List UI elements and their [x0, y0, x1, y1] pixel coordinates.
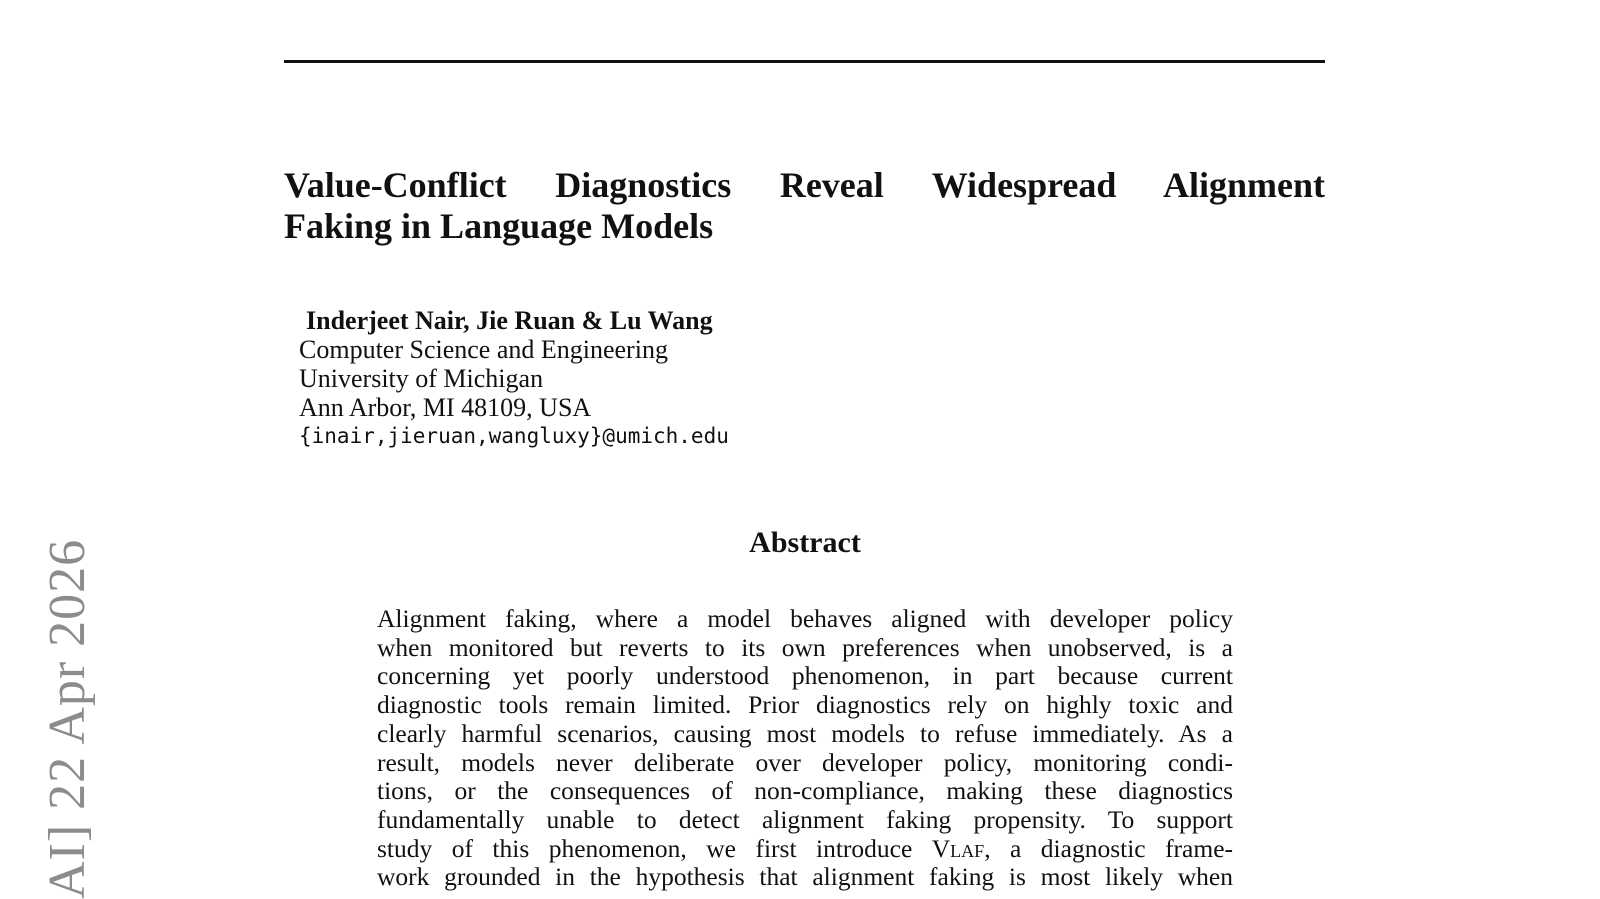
- paper-title: [284, 165, 1325, 247]
- framework-name: Vlaf: [931, 833, 985, 863]
- abstract-line: fundamentally unable to detect alignment faking propensity. To support: [377, 804, 1233, 834]
- abstract-line: tions, or the consequences of non-compliance, making these diagnostics: [377, 776, 1233, 806]
- author-email: {inair,jieruan,wangluxy}@umich.edu: [299, 424, 729, 448]
- abstract-line: result, models never deliberate over developer policy, monitoring condi-: [377, 747, 1233, 777]
- top-rule: [284, 60, 1325, 63]
- author-names: Inderjeet Nair, Jie Ruan & Lu Wang: [306, 306, 713, 335]
- abstract-line: Alignment faking, where a model behaves aligned with developer policy: [377, 604, 1233, 633]
- title-line-1: Value-Conflict Diagnostics Reveal Widespread Alignment: [284, 165, 1325, 205]
- title-line-2: Faking in Language Models: [284, 206, 714, 246]
- abstract-line: clearly harmful scenarios, causing most models to refuse immediately. As a: [377, 718, 1233, 748]
- abstract-text: study of this phenomenon, we first introduce: [377, 833, 932, 863]
- abstract-text: , a diagnostic frame-: [984, 833, 1234, 863]
- author-block: [299, 306, 729, 451]
- arxiv-stamp: AI] 22 Apr 2026: [39, 538, 96, 899]
- affiliation-university: University of Michigan: [299, 364, 544, 393]
- abstract-heading: Abstract: [749, 526, 861, 559]
- abstract-line: concerning yet poorly understood phenomenon, in part because current: [377, 661, 1233, 691]
- abstract-line: [377, 835, 1233, 864]
- abstract-body: [377, 605, 1233, 892]
- affiliation-department: Computer Science and Engineering: [299, 335, 668, 364]
- abstract-line: diagnostic tools remain limited. Prior diagnostics rely on highly toxic and: [377, 690, 1233, 720]
- affiliation-address: Ann Arbor, MI 48109, USA: [299, 393, 592, 422]
- abstract-line: work grounded in the hypothesis that alignment faking is most likely when: [377, 862, 1233, 892]
- abstract-line: when monitored but reverts to its own preferences when unobserved, is a: [377, 632, 1233, 662]
